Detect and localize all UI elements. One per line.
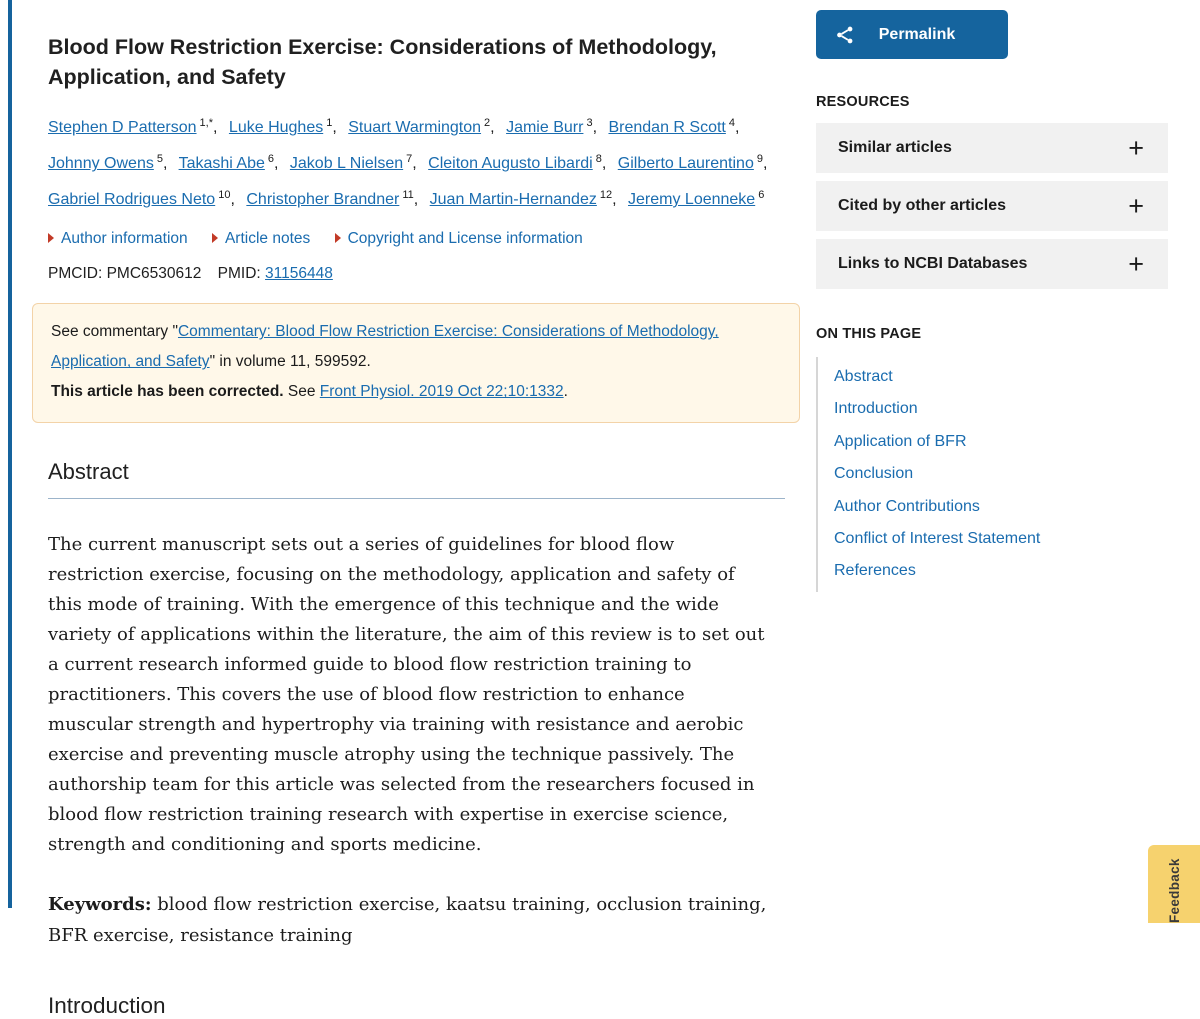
- author: [506, 119, 597, 136]
- correction-link[interactable]: Front Physiol. 2019 Oct 22;10:1332: [319, 383, 564, 401]
- author: [178, 152, 279, 173]
- author-affiliation-sup: 1,*: [199, 117, 214, 129]
- author-affiliation-sup: 8: [595, 152, 602, 165]
- author: [348, 119, 494, 136]
- article-title: Blood Flow Restriction Exercise: Considerations of Methodology, Application, and Safety: [48, 35, 717, 89]
- author-separator: ,: [762, 155, 768, 173]
- author-link[interactable]: Gilberto Laurentino: [617, 155, 754, 173]
- info-link-item: [212, 230, 310, 247]
- author-affiliation-sup: 6: [267, 152, 274, 165]
- accordion-panel[interactable]: [816, 123, 1168, 173]
- author-link[interactable]: Jakob L Nielsen: [289, 155, 404, 173]
- author-link[interactable]: Juan Martin-Hernandez: [429, 190, 597, 208]
- triangle-right-icon: [335, 233, 341, 243]
- info-link-item: [335, 230, 583, 247]
- author-link[interactable]: Stuart Warmington: [348, 119, 482, 137]
- author: [48, 188, 235, 208]
- author-link[interactable]: Jeremy Loenneke: [628, 190, 756, 208]
- on-this-page-nav: [816, 357, 1168, 592]
- info-link[interactable]: Article notes: [224, 230, 311, 248]
- author-affiliation-sup: 4: [728, 117, 735, 129]
- author-separator: ,: [735, 119, 740, 137]
- plus-expand-icon[interactable]: +: [1128, 248, 1144, 279]
- author-link[interactable]: Christopher Brandner: [246, 190, 400, 208]
- correction-line: This article has been corrected. See Front Physiol. 2019 Oct 22;10:1332.: [51, 383, 568, 401]
- author: [48, 152, 168, 173]
- keywords-paragraph: [48, 889, 770, 951]
- commentary-line: See commentary "Commentary: Blood Flow Restriction Exercise: Considerations of Methodology, Application, and Safety" in volume 11, 599592.: [51, 323, 719, 371]
- corrected-statement: This article has been corrected.: [51, 383, 284, 401]
- plus-expand-icon[interactable]: +: [1128, 132, 1144, 163]
- keywords-label: Keywords:: [48, 894, 152, 916]
- author: [246, 188, 419, 208]
- author-link[interactable]: Jamie Burr: [506, 119, 584, 137]
- author-affiliation-sup: 9: [756, 152, 763, 165]
- feedback-label: Feedback: [1166, 858, 1182, 923]
- author-link[interactable]: Gabriel Rodrigues Neto: [48, 190, 216, 208]
- accordion-panel-label: Cited by other articles: [838, 197, 1007, 214]
- info-link-item: [48, 230, 188, 247]
- toc-link[interactable]: Application of BFR: [834, 432, 967, 450]
- info-link[interactable]: Copyright and License information: [347, 230, 583, 248]
- resources-panels: [816, 123, 1168, 289]
- resources-heading: RESOURCES: [816, 94, 910, 110]
- author-affiliation-sup: 1: [326, 117, 333, 129]
- share-icon: [834, 24, 856, 46]
- author-affiliation-sup: 2: [484, 117, 491, 129]
- accordion-panel-label: Links to NCBI Databases: [838, 255, 1028, 272]
- permalink-label: Permalink: [878, 25, 956, 43]
- author-separator: ,: [213, 119, 218, 137]
- author-affiliation-sup: 12: [599, 188, 613, 201]
- author-separator: ,: [162, 155, 168, 173]
- page-accent-bar: [8, 0, 12, 908]
- plus-expand-icon[interactable]: +: [1128, 190, 1144, 221]
- author-link[interactable]: Brendan R Scott: [608, 119, 726, 137]
- author-link[interactable]: Luke Hughes: [228, 119, 324, 137]
- author-separator: ,: [230, 190, 235, 208]
- sidebar: [816, 0, 1168, 592]
- author-link[interactable]: Takashi Abe: [178, 155, 265, 173]
- abstract-heading: Abstract: [48, 459, 785, 499]
- introduction-heading: Introduction: [48, 993, 166, 1019]
- pmcid-value: PMCID: PMC6530612: [48, 265, 202, 283]
- toc-link[interactable]: Introduction: [834, 400, 918, 418]
- author-link[interactable]: Johnny Owens: [48, 155, 154, 173]
- accordion-panel[interactable]: [816, 239, 1168, 289]
- author-affiliation-sup: 11: [402, 188, 414, 201]
- triangle-right-icon: [48, 233, 54, 243]
- keywords-text: blood flow restriction exercise, kaatsu training, occlusion training, BFR exercise, resistance training: [48, 894, 767, 947]
- author-link[interactable]: Cleiton Augusto Libardi: [428, 155, 593, 173]
- author-affiliation-sup: 3: [586, 117, 593, 129]
- toc-link[interactable]: Abstract: [834, 368, 893, 385]
- abstract-paragraph: The current manuscript sets out a series of guidelines for blood flow restriction exercise, focusing on the methodology, application and safety of this mode of training. With the emergence of this technique and the wide variety of applications within the literature, the aim of this review is to set out a current research informed guide to blood flow restriction training to practitioners. This covers the use of blood flow restriction to enhance muscular strength and hypertrophy via training with resistance and aerobic exercise and preventing muscle atrophy using the technique passively. The authorship team for this article was selected from the researchers focused in blood flow restriction training research with expertise in exercise science, strength and conditioning and sports medicine.: [48, 534, 765, 856]
- article-ids-row: [48, 265, 793, 283]
- info-link[interactable]: Author information: [61, 230, 188, 248]
- pmid-label: PMID:: [217, 265, 266, 283]
- author-separator: ,: [273, 155, 279, 173]
- author-separator: ,: [413, 190, 419, 208]
- author-link[interactable]: Stephen D Patterson: [48, 119, 197, 137]
- permalink-button[interactable]: [816, 10, 1008, 59]
- feedback-tab[interactable]: [1148, 845, 1200, 923]
- article-info-links: [48, 230, 793, 248]
- author-separator: ,: [601, 155, 607, 173]
- commentary-link[interactable]: Commentary: Blood Flow Restriction Exercise: Considerations of Methodology, Application, and Safety: [51, 323, 719, 371]
- author: [617, 152, 768, 173]
- author: [229, 119, 337, 136]
- author-separator: ,: [592, 119, 598, 137]
- author-list: [48, 108, 793, 215]
- author: [628, 188, 765, 208]
- author: [608, 119, 739, 136]
- author: [48, 119, 217, 136]
- author: [429, 188, 617, 208]
- triangle-right-icon: [212, 233, 218, 243]
- author-affiliation-sup: 10: [218, 188, 231, 201]
- author-affiliation-sup: 6: [758, 188, 765, 201]
- author-affiliation-sup: 5: [156, 152, 163, 165]
- toc-link[interactable]: Conclusion: [834, 465, 914, 483]
- toc-link[interactable]: Author Contributions: [834, 497, 980, 515]
- author-separator: ,: [612, 190, 617, 208]
- author-separator: ,: [332, 119, 337, 137]
- on-this-page-heading: ON THIS PAGE: [816, 326, 922, 342]
- author: [428, 152, 607, 173]
- author: [289, 152, 417, 173]
- accordion-panel[interactable]: [816, 181, 1168, 231]
- accordion-panel-label: Similar articles: [838, 139, 952, 156]
- article-main-column: [48, 0, 793, 1019]
- author-affiliation-sup: 7: [406, 152, 413, 165]
- pmid-link[interactable]: 31156448: [265, 265, 333, 283]
- toc-link[interactable]: Conflict of Interest Statement: [834, 530, 1041, 548]
- commentary-notice-box: [32, 303, 800, 423]
- toc-link[interactable]: References: [834, 562, 916, 580]
- author-separator: ,: [412, 155, 417, 173]
- author-separator: ,: [490, 119, 495, 137]
